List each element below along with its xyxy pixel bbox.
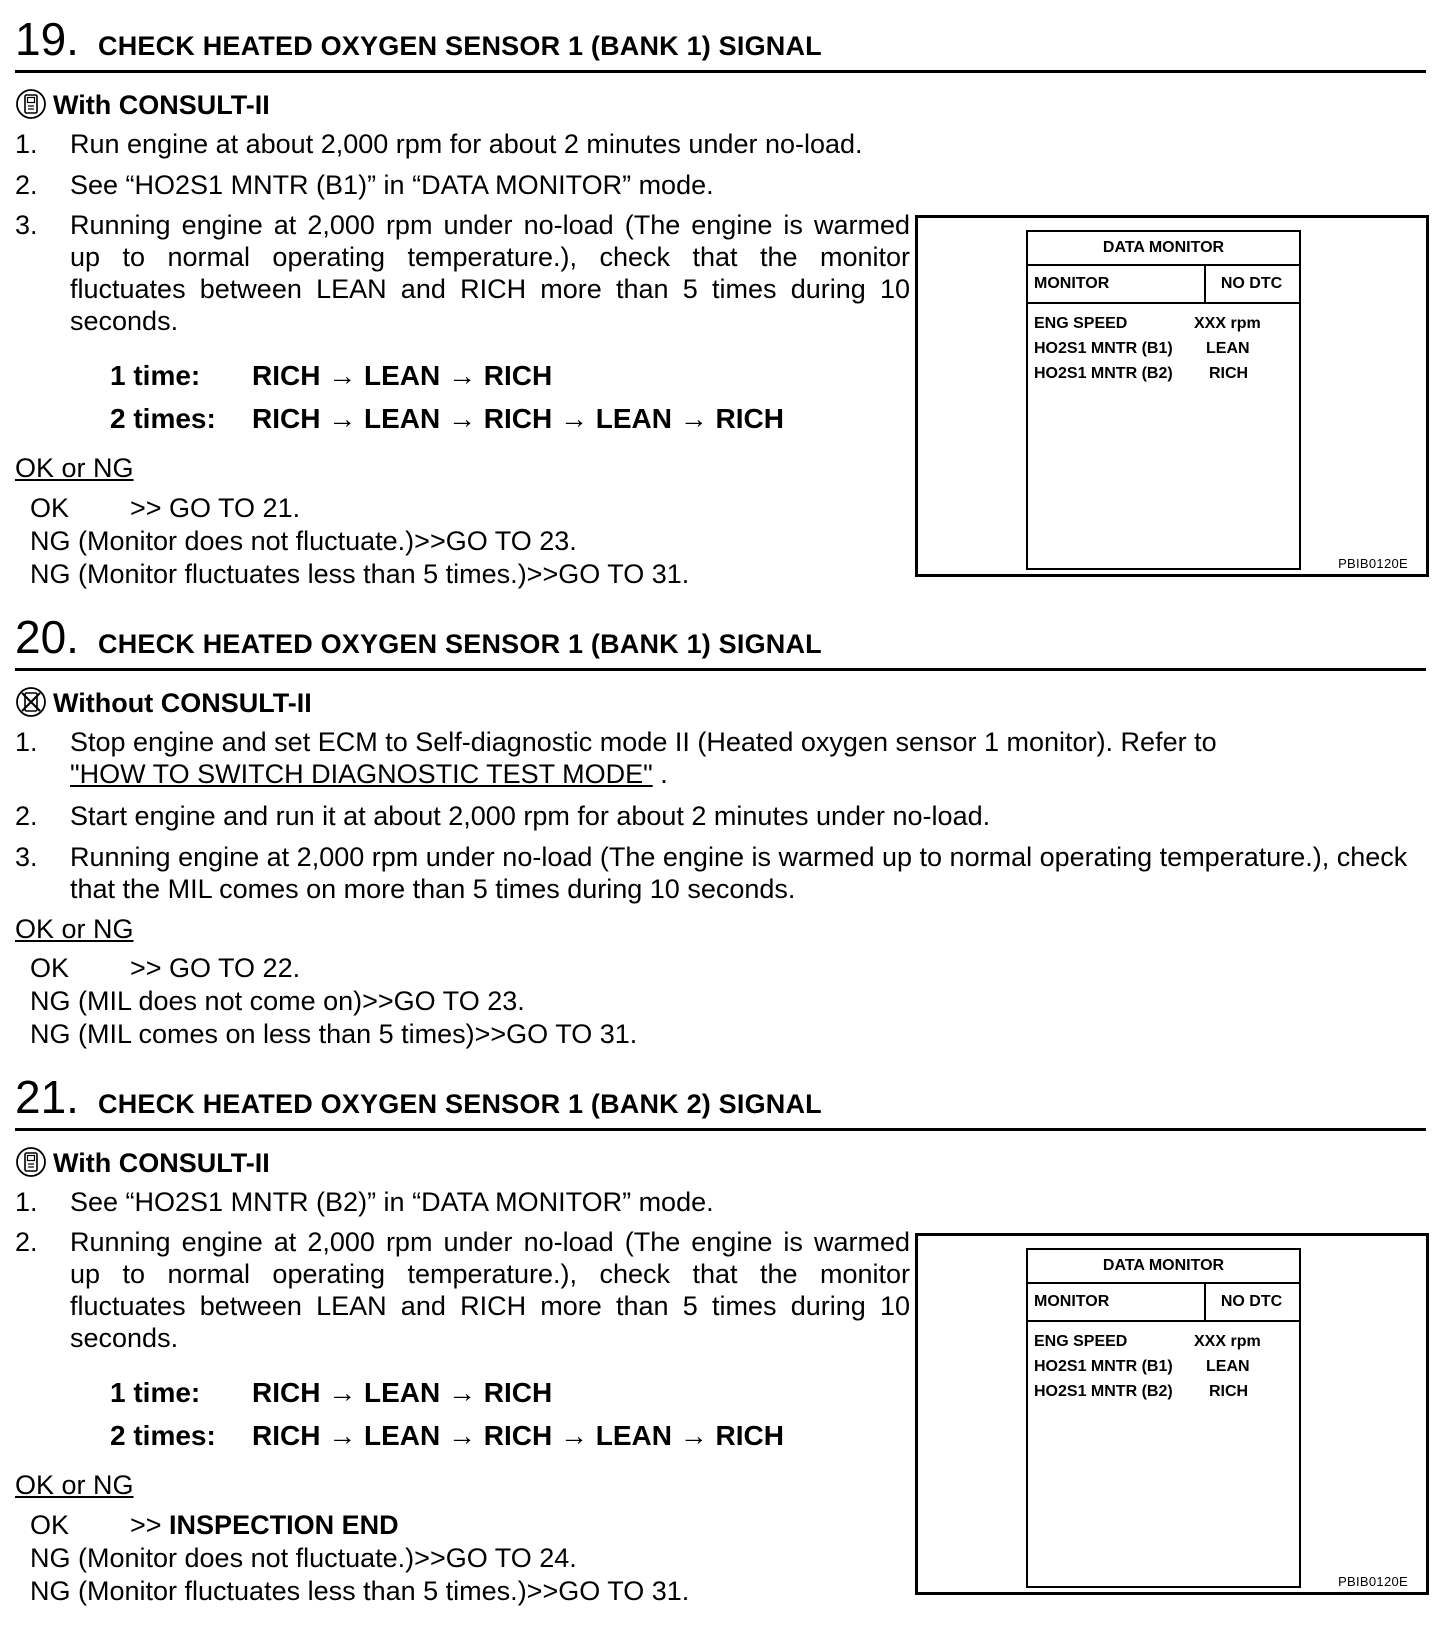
ok-result: OK >> GO TO 22.	[30, 953, 301, 983]
screen-header: DATA MONITOR	[1028, 1250, 1299, 1284]
inspection-end: INSPECTION END	[169, 1510, 399, 1540]
ok-link[interactable]: >> GO TO 21.	[130, 493, 301, 523]
monitor-item: HO2S1 MNTR (B1) LEAN	[1034, 340, 1250, 357]
ok-or-ng-label: OK or NG	[15, 453, 134, 483]
ok-result: OK >> INSPECTION END	[30, 1510, 399, 1540]
step-title: CHECK HEATED OXYGEN SENSOR 1 (BANK 1) SIGNAL	[98, 629, 822, 659]
data-monitor-figure	[915, 215, 1429, 577]
step-19-header	[15, 12, 1426, 73]
monitor-item: HO2S1 MNTR (B1) LEAN	[1034, 1358, 1250, 1375]
list-item: 2. See “HO2S1 MNTR (B1)” in “DATA MONITOR” mode.	[15, 170, 714, 200]
mode-with-consult	[15, 1146, 270, 1179]
status-badge: NO DTC	[1220, 275, 1283, 292]
list-item: 2. Running engine at 2,000 rpm under no-load (The engine is warmed up to normal operating temperature.), check that the monitor fluctuates between LEAN and RICH more than 5 times during 10 seconds.	[15, 1227, 910, 1353]
figure-code: PBIB0120E	[1338, 1574, 1408, 1589]
data-monitor-screen	[1026, 1248, 1301, 1588]
mode-without-consult	[15, 686, 312, 719]
mode-label: Without CONSULT-II	[53, 688, 312, 718]
mode-with-consult	[15, 88, 270, 121]
ng-result[interactable]: NG (MIL does not come on)>>GO TO 23.	[30, 986, 525, 1016]
ng-result[interactable]: NG (Monitor fluctuates less than 5 times.)>>GO TO 31.	[30, 1576, 690, 1606]
list-item: 3. Running engine at 2,000 rpm under no-load (The engine is warmed up to normal operating temperature.), check that the monitor fluctuates between LEAN and RICH more than 5 times during 10 seconds.	[15, 210, 910, 336]
ok-link[interactable]: >> GO TO 22.	[130, 953, 301, 983]
diagnostic-mode-link[interactable]: "HOW TO SWITCH DIAGNOSTIC TEST MODE"	[70, 759, 653, 789]
no-consult-icon	[15, 686, 47, 718]
monitor-item: ENG SPEED XXX rpm	[1034, 315, 1261, 332]
monitor-item: HO2S1 MNTR (B2) RICH	[1034, 1383, 1249, 1400]
monitor-row: MONITOR NO DTC	[1028, 266, 1299, 304]
mode-label: With CONSULT-II	[53, 90, 270, 120]
list-item: 1. Run engine at about 2,000 rpm for about 2 minutes under no-load.	[15, 129, 863, 159]
list-item: 1. See “HO2S1 MNTR (B2)” in “DATA MONITOR” mode.	[15, 1187, 714, 1217]
status-badge: NO DTC	[1220, 1293, 1283, 1310]
figure-code: PBIB0120E	[1338, 556, 1408, 571]
list-item: 3. Running engine at 2,000 rpm under no-load (The engine is warmed up to normal operating temperature.), check that the MIL comes on more than 5 times during 10 seconds.	[15, 842, 1408, 904]
fluctuation-sequence-2: 2 times: RICH → LEAN → RICH → LEAN → RICH	[110, 403, 784, 434]
ok-or-ng-label: OK or NG	[15, 1470, 134, 1500]
fluctuation-sequence-1: 1 time: RICH → LEAN → RICH	[110, 360, 553, 391]
step-number: 19.	[15, 13, 79, 65]
monitor-item: HO2S1 MNTR (B2) RICH	[1034, 365, 1249, 382]
step-title: CHECK HEATED OXYGEN SENSOR 1 (BANK 1) SIGNAL	[98, 31, 822, 61]
step-20-header	[15, 610, 1426, 671]
ok-result: OK >> GO TO 21.	[30, 493, 301, 523]
fluctuation-sequence-2: 2 times: RICH → LEAN → RICH → LEAN → RICH	[110, 1420, 784, 1451]
fluctuation-sequence-1: 1 time: RICH → LEAN → RICH	[110, 1377, 553, 1408]
ng-result[interactable]: NG (Monitor does not fluctuate.)>>GO TO 24.	[30, 1543, 577, 1573]
ng-result[interactable]: NG (Monitor does not fluctuate.)>>GO TO 23.	[30, 526, 577, 556]
ok-or-ng-label: OK or NG	[15, 914, 134, 944]
step-number: 20.	[15, 611, 79, 663]
monitor-row: MONITOR NO DTC	[1028, 1284, 1299, 1322]
data-monitor-figure	[915, 1233, 1429, 1595]
step-number: 21.	[15, 1071, 79, 1123]
consult-icon	[15, 1146, 47, 1178]
consult-icon	[15, 88, 47, 120]
data-monitor-screen	[1026, 230, 1301, 570]
monitor-item: ENG SPEED XXX rpm	[1034, 1333, 1261, 1350]
mode-label: With CONSULT-II	[53, 1148, 270, 1178]
list-item: 1. Stop engine and set ECM to Self-diagnostic mode II (Heated oxygen sensor 1 monitor). Refer to "HOW TO SWITCH DIAGNOSTIC TEST MODE" .	[15, 727, 1217, 789]
ng-result[interactable]: NG (Monitor fluctuates less than 5 times.)>>GO TO 31.	[30, 559, 690, 589]
step-title: CHECK HEATED OXYGEN SENSOR 1 (BANK 2) SIGNAL	[98, 1089, 822, 1119]
ng-result[interactable]: NG (MIL comes on less than 5 times)>>GO TO 31.	[30, 1019, 638, 1049]
step-21-header	[15, 1070, 1426, 1131]
screen-header: DATA MONITOR	[1028, 232, 1299, 266]
list-item: 2. Start engine and run it at about 2,000 rpm for about 2 minutes under no-load.	[15, 801, 991, 831]
